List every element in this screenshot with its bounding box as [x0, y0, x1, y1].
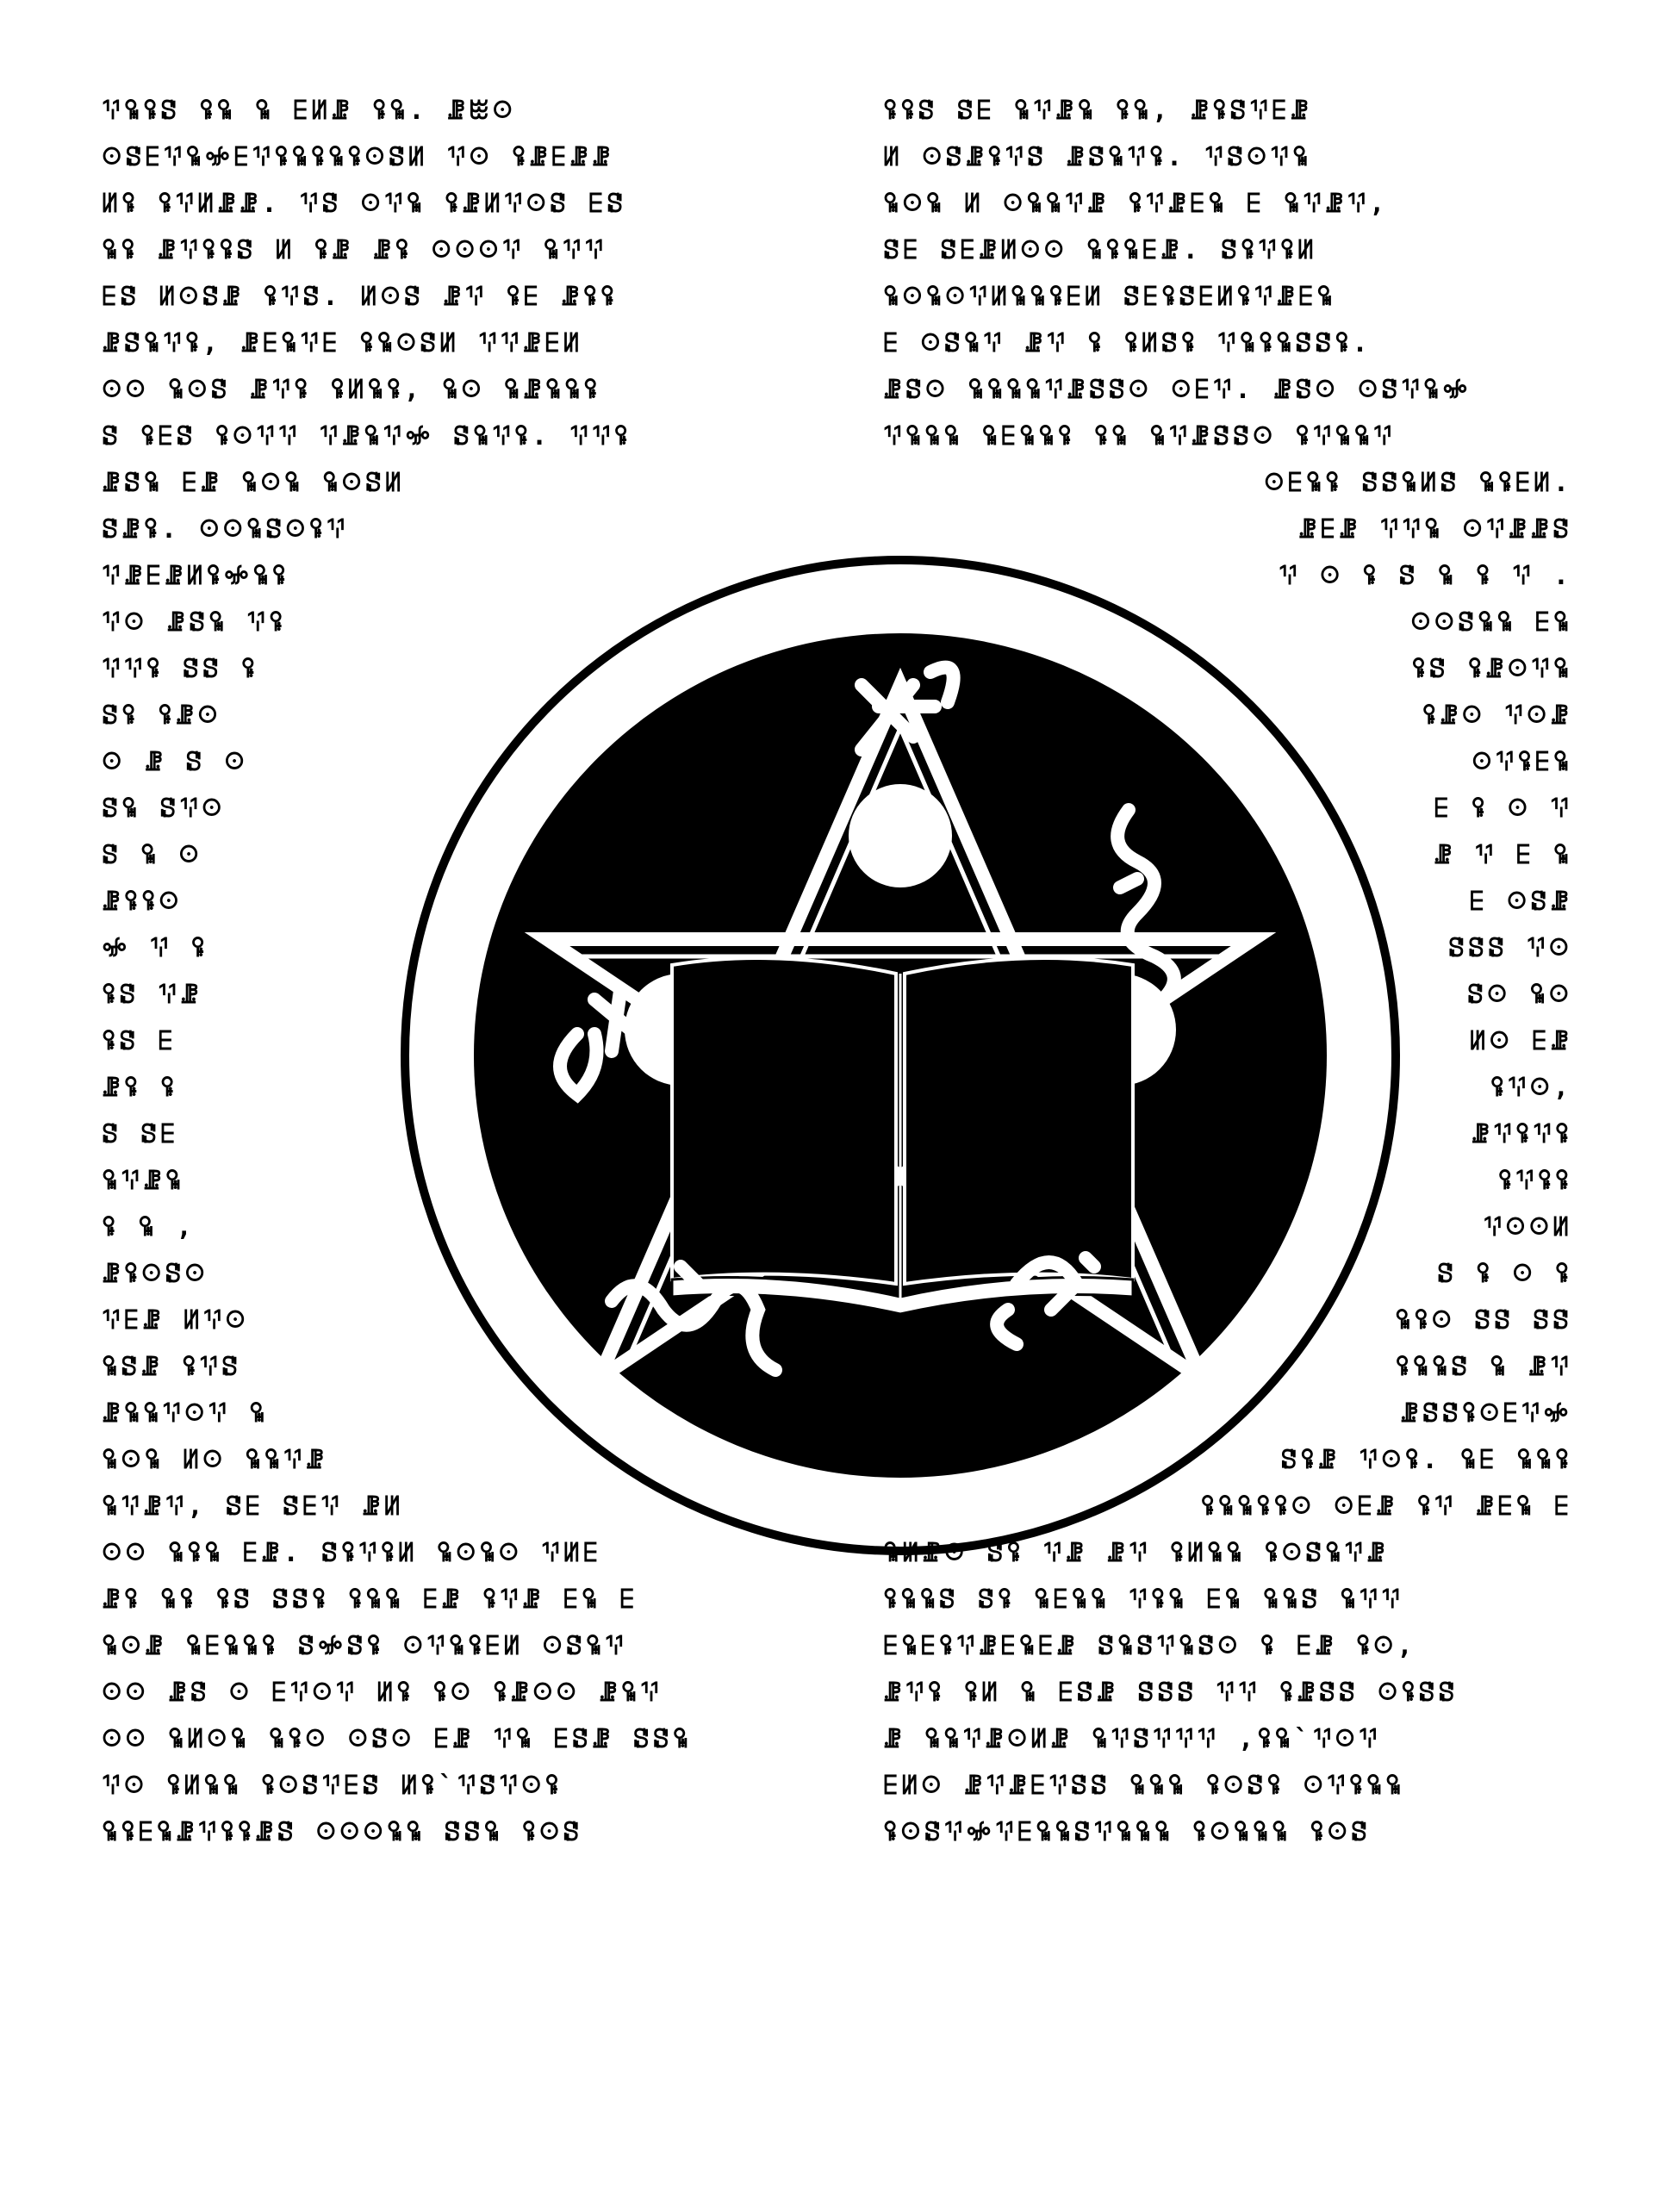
right-column-glyph-text: ꖬ ꖴ ꖤ ꗟ ꖥ ꖤ ꖬ . — [1279, 560, 1572, 591]
left-column-glyph-text: ꗟꖤ ꖤꗙꖴ — [102, 700, 221, 731]
left-column-glyph-text: ꖤꗟ ꖬꗙ — [102, 979, 202, 1010]
left-column-line — [102, 277, 808, 316]
left-column-glyph-text: ꖬꖥꖤꗟ ꖤꖥ ꖥ ꗋꖦꗙ ꖤꖥ. ꗙꖺꖴ — [102, 95, 516, 126]
left-column-glyph-text: ꗙꖤ ꖥꖤ ꖤꗟ ꗟꗟꖤ ꖤꖥꖥ ꗋꗙ ꖤꖬꗙ ꗋꖥ ꗋ — [102, 1584, 638, 1615]
left-column-glyph-text: ꗟ ꗟꗋ — [102, 1118, 179, 1149]
right-column-line — [883, 1579, 1572, 1619]
left-column-line — [102, 1719, 808, 1759]
left-column-glyph-text: ꖤꗟ ꗋ — [102, 1025, 177, 1056]
left-column-line — [102, 370, 808, 409]
left-column-glyph-text: ꖬꖴ ꖤꖦꖥꖥ ꖤꖴꗟꖬꗋꗟ ꖦꖤ`ꖬꗟꖬꖴꖤ — [102, 1770, 563, 1801]
right-column-glyph-text: ꗋ ꖴꗟꖥꖬ ꗙꖬ ꖤ ꖤꖦꗟꖤ ꖬꖥꖤꖥꗟꗟꖤ. — [883, 327, 1372, 358]
right-column-glyph-text: ꖤꖬꖤꖤ — [1497, 1165, 1572, 1196]
left-column-glyph-text: ꖴꖴ ꖥꖦꖴꖥ ꖥꖤꖴ ꖴꗟꖴ ꗋꗙ ꖬꖥ ꗋꗟꗙ ꗟꗟꖥ — [102, 1723, 692, 1754]
pentagram-book-seal-icon — [396, 551, 1404, 1560]
left-column-glyph-text: ꗟꗙꖤ. ꖴꖴꖥꗟꖴꖤꖬ — [102, 514, 349, 545]
left-column-glyph-text: ꗙꗟꖥꖬꖤ, ꗙꗋꖥꖬꗋ ꖤꖥꖴꗟꖦ ꖬꖬꗙꗋꖦ — [102, 327, 583, 358]
left-column-glyph-text: ꖴꖴ ꖥꖤꖥ ꗋꗙ. ꗟꖤꖬꖤꖦ ꖥꖴꖥꖴ ꖬꖦꗋ — [102, 1537, 601, 1568]
right-column-line — [883, 509, 1572, 549]
right-column-glyph-text: ꗋꖥꗋꖤꖬꗙꗋꖥꗋꗙ ꗟꖥꗟꖬꖥꗟꖴ ꖤ ꗋꗙ ꖤꖴ, — [883, 1630, 1416, 1661]
right-column-glyph-text: ꖦꖴ ꗋꗙ — [1469, 1025, 1572, 1056]
right-column-glyph-text: ꖤꖴꗟꖬꖣꖬꗋꖥꖥꗟꖬꖥꖥꖥ ꖤꖴꖥꖥꖥ ꖤꖴꗟ — [883, 1816, 1371, 1847]
left-column-line — [102, 184, 808, 223]
right-column-glyph-text: ꖦ ꖴꗟꗙꖤꖬꗟ ꗙꗟꖥꖬꖤ. ꖬꗟꖴꖬꖥ — [883, 141, 1312, 172]
left-column-glyph-text: ꖬꗙꗋꗙꖦꖤꖣꖥꖤ — [102, 560, 289, 591]
right-column-line — [883, 137, 1572, 177]
right-column-glyph-text: ꖤꖤꗟ ꗟꗋ ꖥꖬꗙꖥ ꖤꖥ, ꗙꖤꗟꖬꗋꗙ — [883, 95, 1313, 126]
left-column-line — [102, 1765, 808, 1805]
right-column-line — [883, 1672, 1572, 1712]
left-column-glyph-text: ꖥꖬꗙꖬ, ꗟꗋ ꗟꗋꖬ ꗙꖦ — [102, 1491, 404, 1522]
left-column-glyph-text: ꖬꖬꖤ ꗟꗟ ꖤ — [102, 653, 258, 684]
left-column-line — [102, 1812, 808, 1852]
left-column-line — [102, 323, 808, 363]
left-column-line — [102, 463, 808, 502]
left-column-line — [102, 230, 808, 270]
left-column-glyph-text: ꖥꖤ ꗙꖬꖤꖤꗟ ꖦ ꖤꗙ ꗙꖤ ꖴꖴꖴꖬ ꖥꖬꖬ — [102, 234, 607, 265]
left-column-line — [102, 416, 808, 456]
left-column-glyph-text: ꖣ ꖬ ꖤ — [102, 932, 208, 963]
left-column-glyph-text: ꗋꗟ ꖦꖴꗟꗙ ꖤꖬꗟ. ꖦꖴꗟ ꗙꖬ ꖤꗋ ꗙꖤꖤ — [102, 281, 619, 312]
right-column-glyph-text: ꖥꖦꗙꖴ ꗟꖤ ꖬꗙ ꗙꖬ ꖤꖦꖥꖥ ꖤꖴꗟꖥꖬꗙ — [883, 1537, 1389, 1568]
left-column-glyph-text: ꖴ ꗙ ꗟ ꖴ — [102, 746, 248, 777]
right-column-line — [883, 90, 1572, 130]
right-column-glyph-text: ꗙ ꖬ ꗋ ꖥ — [1433, 839, 1572, 870]
right-column-glyph-text: ꗙꗋꗙ ꖬꖬꖥ ꖴꖬꗙꗙꗟ — [1297, 514, 1572, 545]
right-column-glyph-text: ꖤꖬꖴ, — [1490, 1072, 1572, 1103]
left-column-line — [102, 1672, 808, 1712]
left-column-glyph-text: ꖥꖤꗋꖥꗙꖬꖤꖤꗙꗟ ꖴꖴꖴꖥꖥ ꗟꗟꖥ ꖤꖴꗟ — [102, 1816, 583, 1847]
right-column-glyph-text: ꗟꖴ ꖥꖴ — [1466, 979, 1572, 1010]
right-column-glyph-text: ꗙꖬꖤꖬꖤ — [1471, 1118, 1572, 1149]
right-column-glyph-text: ꖥꖴꖥ ꖦ ꖴꖥꖥꖬꗙ ꖤꖬꗙꗋꖥ ꗋ ꖥꖬꗙꖬ, — [883, 188, 1389, 219]
right-column-glyph-text: ꖤꖥꖥꗟ ꗟꖤ ꖥꗋꖥꖥ ꖬꖤꖥ ꗋꖥ ꖥꖥꗟ ꖥꖬꖬ — [883, 1584, 1403, 1615]
left-column-glyph-text: ꗟ ꖤꗋꗟ ꖤꖴꖬꖬ ꖬꗙꖥꖬꖣ ꗟꖥꖬꖤ. ꖬꖬꖤ — [102, 420, 632, 451]
right-column-line — [883, 1765, 1572, 1805]
left-column-line — [102, 1579, 808, 1619]
right-column-line — [883, 1626, 1572, 1666]
right-column-glyph-text: ꗙꖬꖤ ꖤꖦ ꖥ ꗋꗟꗙ ꗟꗟꗟ ꖬꖬ ꖤꗙꗟꗟ ꖴꖤꗟꗟ — [883, 1677, 1459, 1708]
right-column-line — [883, 184, 1572, 223]
left-column-glyph-text: ꖦꖤ ꖤꖬꖦꗙꗙ. ꖬꗟ ꖴꖬꖥ ꖤꗙꖦꖬꖴꗟ ꗋꗟ — [102, 188, 627, 219]
left-column-glyph-text: ꖥꗟꗙ ꖤꖬꗟ — [102, 1351, 241, 1382]
right-column-line — [883, 1812, 1572, 1852]
right-column-glyph-text: ꖬꖥꖥꖥ ꖥꗋꖥꖥꖤ ꖤꖥ ꖥꖬꗙꗟꗟꖴ ꖤꖬꖥꖥꖬ — [883, 420, 1396, 451]
left-column-glyph-text: ꖬꖴ ꗙꗟꖥ ꖬꖤ — [102, 607, 287, 638]
left-column-glyph-text: ꗙꗟꖥ ꗋꗙ ꖥꖴꖥ ꖥꖴꗟꖦ — [102, 467, 405, 498]
right-column-glyph-text: ꗟꗟꗟ ꖬꖴ — [1447, 932, 1572, 963]
right-column-glyph-text: ꖥꖤꖴ ꗟꗟ ꗟꗟ — [1395, 1304, 1572, 1336]
right-column-glyph-text: ꗋꖦꖴ ꗙꖬꗙꗋꖬꗟꗟ ꖥꖥꖥ ꖤꖴꗟꖤ ꖴꖬꖤꖥꖥ — [883, 1770, 1405, 1801]
right-column-glyph-text: ꖴꖬꖤꗋꖥ — [1472, 746, 1572, 777]
left-column-line — [102, 1626, 808, 1666]
left-column-glyph-text: ꖴꖴ ꗙꗟ ꖴ ꗋꖬꖴꖬ ꖦꖤ ꖤꖴ ꖤꗙꖴꖴ ꗙꖥꖬ — [102, 1677, 663, 1708]
left-column-glyph-text: ꗙꖤꖤꖴ — [102, 886, 183, 917]
right-column-glyph-text: ꗙ ꖥꖥꖬꗙꖴꖦꗙ ꖥꖬꗟꖬꖬꖬ ,ꖤꖥ`ꖬꖴꖬ — [883, 1723, 1381, 1754]
right-column-glyph-text: ꖤꗙꖴ ꖬꖴꗙ — [1422, 700, 1572, 731]
right-column-line — [883, 370, 1572, 409]
right-column-line — [883, 230, 1572, 270]
left-column-glyph-text: ꗙꖤꖴꗟꖴ — [102, 1258, 208, 1289]
right-column-line — [883, 416, 1572, 456]
right-column-line — [883, 1719, 1572, 1759]
right-column-line — [883, 277, 1572, 316]
right-column-glyph-text: ꗟꗋ ꗟꗋꗙꖦꖴꖴ ꖥꖤꖥꗋꗙ. ꗟꖤꖬꖤꖦ — [883, 234, 1317, 265]
right-column-glyph-text: ꗙꗟꖴ ꖥꖥꖥꖥꖬꗙꗟꗟꖴ ꖴꗋꖬ. ꗙꗟꖴ ꖴꗟꖬꖥꖣ — [883, 374, 1472, 405]
right-column-glyph-text: ꗟ ꖤ ꖴ ꖤ — [1437, 1258, 1572, 1289]
left-column-glyph-text: ꖬꗋꗙ ꖦꖬꖴ — [102, 1304, 249, 1336]
right-column-glyph-text: ꗋ ꖤ ꖴ ꖬ — [1434, 793, 1572, 824]
right-column-glyph-text: ꖴꖴꗟꖥꖥ ꗋꖥ — [1410, 607, 1572, 638]
left-column-glyph-text: ꗙꖥꖥꖬꖴꖬ ꖥ — [102, 1398, 269, 1429]
left-column-glyph-text: ꖥꖬꗙꖥ — [102, 1165, 184, 1196]
left-column-glyph-text: ꖥꖴꗙ ꖥꗋꖥꖥꖤ ꗟꖣꗟꖤ ꖴꖬꖥꖤꗋꖦ ꖴꗟꖥꖬ — [102, 1630, 627, 1661]
right-column-line — [883, 323, 1572, 363]
right-column-glyph-text: ꖥꖴꖥꖴꖬꖦꖥꖥꖤꗋꖦ ꗟꗋꖤꗟꗋꖦꖤꖬꗙꗋꖥ — [883, 281, 1336, 312]
left-column-line — [102, 509, 808, 549]
right-column-glyph-text: ꗋ ꖴꗟꗙ — [1469, 886, 1572, 917]
right-column-glyph-text: ꖤꖥꖥꖤꖤꖴ ꖴꗋꗙ ꖤꖬ ꗙꗋꖥ ꗋ — [1200, 1491, 1572, 1522]
left-column-line — [102, 90, 808, 130]
right-column-glyph-text: ꖴꗋꖥꖤ ꗟꗟꖥꖦꗟ ꖥꖤꗋꖦ. — [1264, 467, 1572, 498]
left-column-glyph-text: ꖥꖴꖥ ꖦꖴ ꖥꖥꖬꗙ — [102, 1444, 328, 1475]
right-column-glyph-text: ꖤꗟ ꖤꗙꖴꖬꖥ — [1411, 653, 1572, 684]
right-column-line — [883, 463, 1572, 502]
right-column-glyph-text: ꗙꗟꗟꖤꖴꗋꖬꖣ — [1400, 1398, 1572, 1429]
right-column-glyph-text: ꖬꖴꖴꖦ — [1483, 1211, 1572, 1242]
left-column-glyph-text: ꖤ ꖥ , — [102, 1211, 196, 1242]
left-column-line — [102, 137, 808, 177]
right-column-glyph-text: ꗟꖤꗙ ꖬꖴꖤ. ꖥꗋ ꖥꖥꖤ — [1280, 1444, 1572, 1475]
left-column-glyph-text: ꗟ ꖥ ꖴ — [102, 839, 202, 870]
left-column-glyph-text: ꖴꗟꗋꖬꖥꖣꗋꖬꖤꖥꖤꖥꖤꖴꗟꖦ ꖬꖴ ꖤꗙꗋꗙꗙ — [102, 141, 614, 172]
left-column-glyph-text: ꖴꖴ ꖥꖴꗟ ꗙꖬꖤ ꖤꖦꖥꖤ, ꖥꖴ ꖥꗙꖥꖥꖤ — [102, 374, 601, 405]
left-column-glyph-text: ꗟꖥ ꗟꖬꖴ — [102, 793, 226, 824]
right-column-glyph-text: ꖤꖥꖥꗟ ꖥ ꗙꖬ — [1395, 1351, 1572, 1382]
left-column-glyph-text: ꗙꖤ ꖤ — [102, 1072, 178, 1103]
